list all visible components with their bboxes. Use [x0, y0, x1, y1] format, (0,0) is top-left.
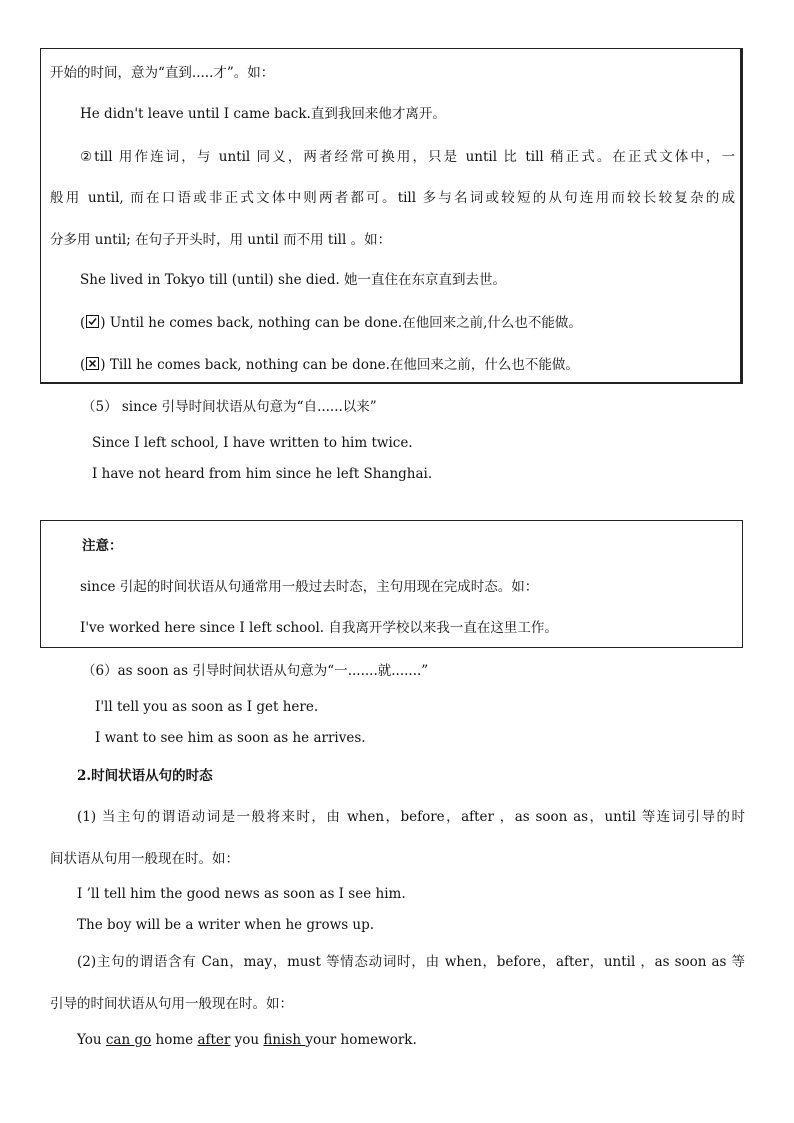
- box2-title: 注意：: [82, 538, 123, 554]
- box1-correct-example: ( ) Until he comes back, nothing can be done.在他回来之前,什么也不能做。: [80, 315, 582, 331]
- section-5-example-1: Since I left school, I have written to him twice.: [92, 435, 413, 451]
- check-mark-icon: [86, 315, 99, 328]
- box2-line-1: since 引起的时间状语从句通常用一般过去时态，主句用现在完成时态。如：: [80, 579, 539, 595]
- box2-example: I've worked here since I left school. 自我离开学校以来我一直在这里工作。: [80, 620, 558, 636]
- box1-line-5: 分多用 until; 在句子开头时，用 until 而不用 till 。如：: [50, 232, 392, 248]
- box1-line-4: 般用 until, 而在口语或非正式文体中则两者都可。till 多与名词或较短的从句连用而较长较复杂的成: [50, 190, 735, 206]
- section-2-example-3: You can go home after you finish your homework.: [77, 1032, 417, 1048]
- section-2-rule-2-line-b: 引导的时间状语从句用一般现在时。如：: [50, 996, 293, 1012]
- section-5-title: （5） since 引导时间状语从句意为“自......以来”: [82, 399, 377, 415]
- section-6-example-1: I'll tell you as soon as I get here.: [95, 699, 319, 715]
- section-2-heading: 2.时间状语从句的时态: [77, 768, 213, 784]
- section-2-rule-1-line-a: (1) 当主句的谓语动词是一般将来时，由 when，before，after ，as soon as，until 等连词引导的时: [77, 809, 745, 825]
- section-2-example-2: The boy will be a writer when he grows up.: [77, 917, 375, 933]
- section-2-example-1: I ’ll tell him the good news as soon as I see him.: [77, 886, 406, 902]
- section-2-rule-1-line-b: 间状语从句用一般现在时。如：: [50, 851, 239, 867]
- box1-line-3: ②till 用作连词，与 until 同义，两者经常可换用，只是 until 比 till 稍正式。在正式文体中，一: [80, 149, 735, 165]
- section-6-example-2: I want to see him as soon as he arrives.: [95, 730, 366, 746]
- box1-example-until: He didn't leave until I came back.直到我回来他才离开。: [80, 106, 446, 122]
- box1-wrong-example: ( ) Till he comes back, nothing can be done.在他回来之前，什么也不能做。: [80, 357, 579, 373]
- cross-mark-icon: [86, 357, 99, 370]
- box1-example-tokyo: She lived in Tokyo till (until) she died. 她一直住在东京直到去世。: [80, 272, 507, 288]
- section-2-rule-2-line-a: (2)主句的谓语含有 Can，may，must 等情态动词时，由 when，before，after，until ，as soon as 等: [77, 954, 745, 970]
- note-box-until-till: [40, 48, 743, 384]
- box1-line-1: 开始的时间，意为“直到.....才”。如：: [50, 65, 275, 81]
- section-6-title: （6）as soon as 引导时间状语从句意为“一.......就.......”: [82, 663, 429, 679]
- section-5-example-2: I have not heard from him since he left Shanghai.: [92, 466, 433, 482]
